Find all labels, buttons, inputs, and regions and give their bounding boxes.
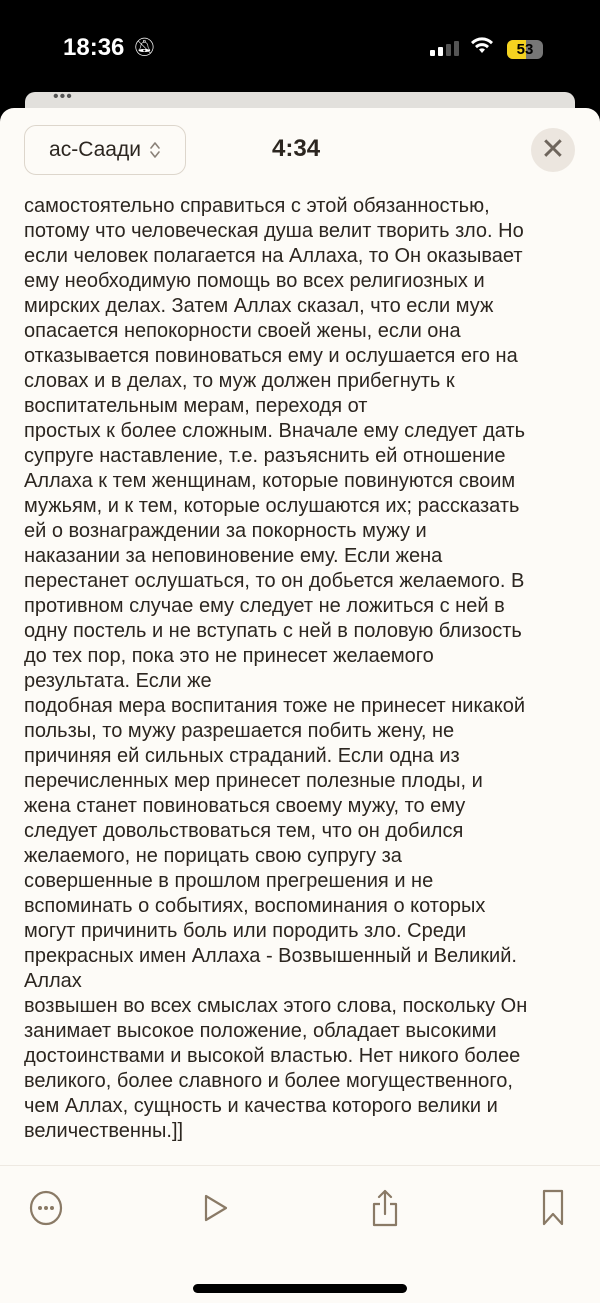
close-icon: ✕ xyxy=(540,133,566,166)
text-line: желаемого, не порицать свою супругу за xyxy=(24,845,402,867)
wifi-icon xyxy=(470,34,494,60)
share-button[interactable] xyxy=(365,1188,405,1228)
text-line: Аллах xyxy=(24,970,82,992)
share-icon xyxy=(369,1188,401,1228)
clock: 18:36 xyxy=(63,34,125,61)
silent-bell-icon: 🔕︎ xyxy=(133,37,156,57)
text-line: если человек полагается на Аллаха, то Он оказывает xyxy=(24,245,523,267)
text-line: противном случае ему следует не ложиться с ней в xyxy=(24,595,505,617)
tafsir-sheet xyxy=(0,108,600,1303)
text-line: простых к более сложным. Вначале ему следует дать xyxy=(24,420,526,442)
commentary-selector[interactable] xyxy=(24,125,186,175)
text-line: пользы, то мужу разрешается побить жену, не xyxy=(24,720,455,742)
text-line: возвышен во всех смыслах этого слова, поскольку Он xyxy=(24,995,528,1017)
text-line: следует довольствоваться тем, что он добился xyxy=(24,820,464,842)
text-line: причиняя ей сильных страданий. Если одна из xyxy=(24,745,460,767)
home-indicator xyxy=(193,1284,407,1293)
cellular-signal-icon xyxy=(430,41,459,56)
text-line: мирских делах. Затем Аллах сказал, что если муж xyxy=(24,295,494,317)
play-button[interactable] xyxy=(196,1188,236,1228)
commentary-selector-label: ас-Саади xyxy=(49,138,141,161)
text-line: достоинствами и высокой властью. Нет никого более xyxy=(24,1045,521,1067)
text-line: словах и в делах, то муж должен прибегнуть к xyxy=(24,370,455,392)
text-line: жена станет повиноваться своему мужу, то ему xyxy=(24,795,466,817)
text-line: мужьям, и к тем, которые ослушаются их; рассказать xyxy=(24,495,520,517)
text-line: до тех пор, пока это не принесет желаемого xyxy=(24,645,434,667)
text-line: перестанет ослушаться, то он добьется желаемого. В xyxy=(24,570,525,592)
play-icon xyxy=(202,1192,230,1224)
divider xyxy=(0,1165,600,1166)
text-line: прекрасных имен Аллаха - Возвышенный и Великий. xyxy=(24,945,517,967)
more-dots-icon: ••• xyxy=(53,88,73,105)
text-line: потому что человеческая душа велит творить зло. Но xyxy=(24,220,524,242)
chevron-up-down-icon xyxy=(149,140,161,160)
more-button[interactable] xyxy=(26,1188,66,1228)
text-line: Аллаха к тем женщинам, которые повинуются своим xyxy=(24,470,516,492)
verse-reference: 4:34 xyxy=(272,135,321,162)
text-line: великого, более славного и более могущественного, xyxy=(24,1070,513,1092)
status-bar xyxy=(0,0,600,90)
text-line: супруге наставление, т.е. разъяснить ей отношение xyxy=(24,445,506,467)
text-line: наказании за неповиновение ему. Если жена xyxy=(24,545,443,567)
text-line: ему необходимую помощь во всех религиозных и xyxy=(24,270,485,292)
text-line: могут причинить боль или породить зло. Среди xyxy=(24,920,467,942)
text-line: одну постель и не вступать с ней в половую близость xyxy=(24,620,522,642)
battery-indicator: 53 xyxy=(507,40,543,59)
tafsir-text xyxy=(24,194,527,1144)
bottom-toolbar xyxy=(0,1188,600,1228)
text-line: вспоминать о событиях, воспоминания о которых xyxy=(24,895,486,917)
text-line: самостоятельно справиться с этой обязанностью, xyxy=(24,195,490,217)
text-line: перечисленных мер принесет полезные плоды, и xyxy=(24,770,483,792)
text-line: отказывается повиноваться ему и ослушается его на xyxy=(24,345,518,367)
text-line: совершенные в прошлом прегрешения и не xyxy=(24,870,434,892)
close-button[interactable] xyxy=(531,128,575,172)
text-line: чем Аллах, сущность и качества которого велики и xyxy=(24,1095,498,1117)
text-line: ей о вознаграждении за покорность мужу и xyxy=(24,520,427,542)
text-line: величественны.]] xyxy=(24,1120,184,1142)
text-line: подобная мера воспитания тоже не принесет никакой xyxy=(24,695,526,717)
bookmark-button[interactable] xyxy=(533,1188,573,1228)
text-line: занимает высокое положение, обладает высокими xyxy=(24,1020,497,1042)
bookmark-icon xyxy=(540,1188,566,1228)
text-line: результата. Если же xyxy=(24,670,212,692)
more-icon xyxy=(29,1190,63,1226)
text-line: опасается непокорности своей жены, если она xyxy=(24,320,461,342)
text-line: воспитательным мерам, переходя от xyxy=(24,395,368,417)
